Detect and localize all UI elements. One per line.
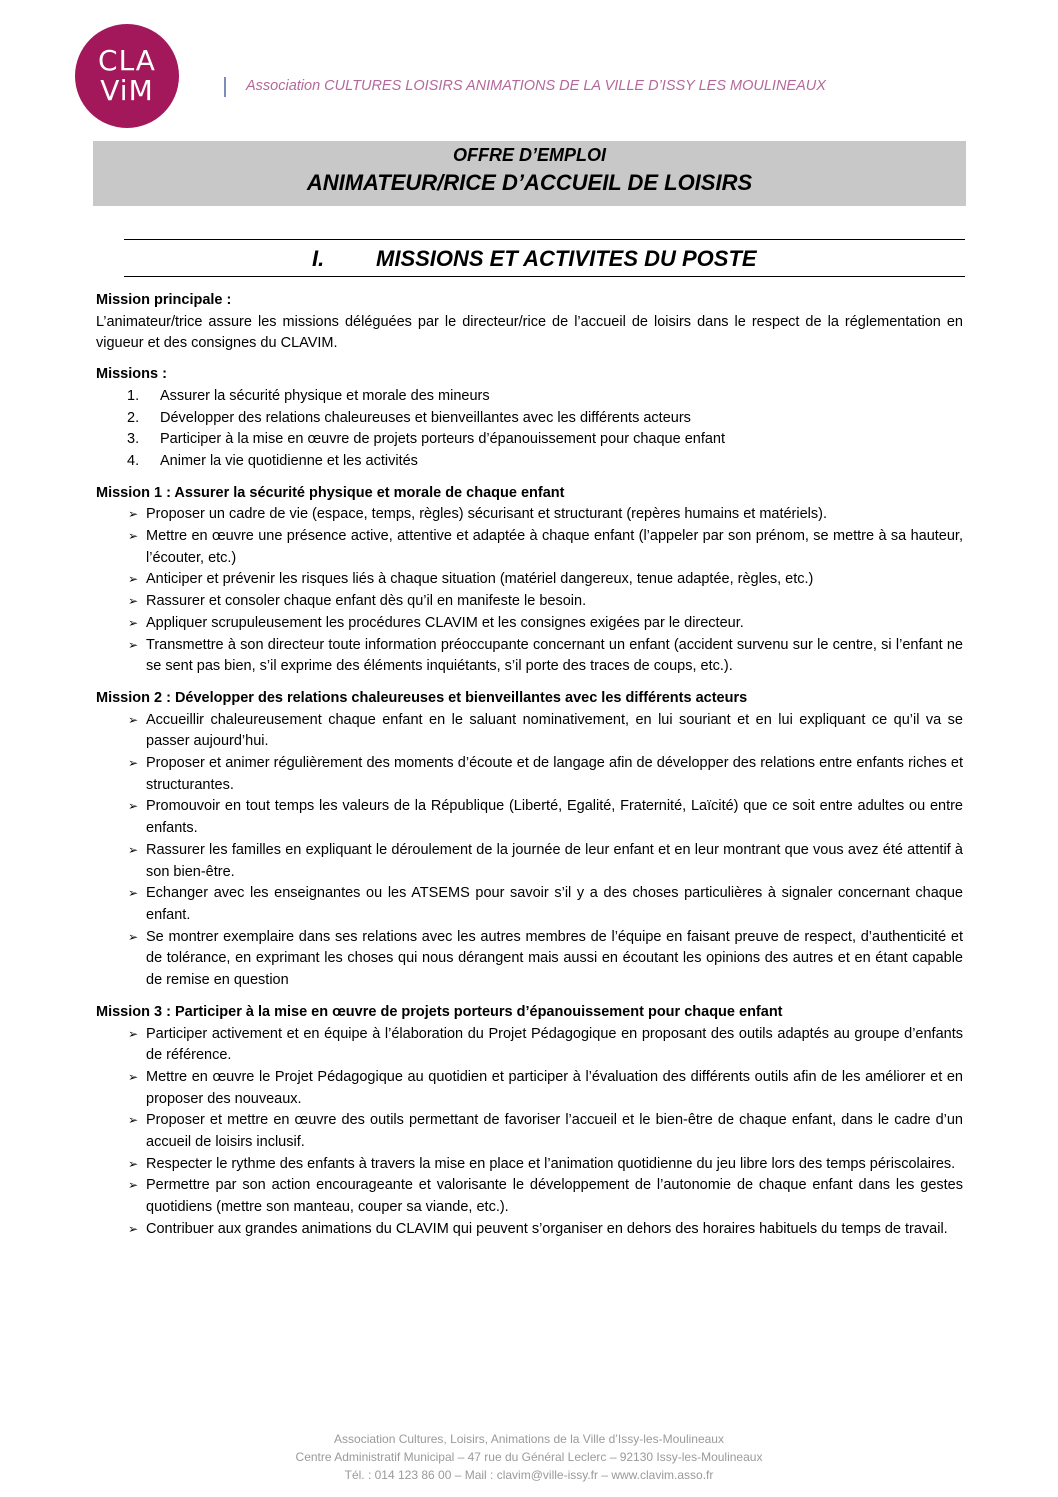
main-mission-block	[96, 290, 963, 355]
mission-list-item	[96, 451, 963, 473]
footer-association: Association Cultures, Loisirs, Animations de la Ville d’Issy-les-Moulineaux	[334, 1432, 724, 1446]
bullet-item	[96, 710, 963, 753]
bullet-text: Mettre en œuvre le Projet Pédagogique au quotidien et participer à l’évaluation des différents outils afin de les améliorer et en proposer des nouveaux.	[146, 1068, 963, 1107]
bullet-item	[96, 1110, 963, 1153]
arrow-bullet-icon: ➢	[128, 615, 139, 630]
list-text: Assurer la sécurité physique et morale des mineurs	[160, 387, 490, 404]
bullet-item	[96, 796, 963, 839]
association-name: Association CULTURES LOISIRS ANIMATIONS DE LA VILLE D’ISSY LES MOULINEAUX	[246, 78, 826, 94]
job-offer-title-box	[93, 141, 966, 206]
arrow-bullet-icon: ➢	[128, 842, 139, 857]
list-number: 2.	[127, 409, 140, 426]
arrow-bullet-icon: ➢	[128, 1069, 139, 1084]
logo-line-2: ViM	[100, 74, 154, 107]
bullet-item	[96, 883, 963, 926]
missions-label: Missions :	[96, 366, 167, 383]
arrow-bullet-icon: ➢	[128, 929, 139, 944]
list-text: Animer la vie quotidienne et les activités	[160, 452, 418, 469]
bullet-item	[96, 1219, 963, 1241]
bullet-text: Proposer et mettre en œuvre des outils permettant de favoriser l’accueil et le bien-être de chaque enfant, dans le cadre d’un accueil de loisirs inclusif.	[146, 1112, 963, 1151]
bullet-item	[96, 591, 963, 613]
bullet-item	[96, 569, 963, 591]
bullet-text: Permettre par son action encourageante et valorisante le développement de l’autonomie de chaque enfant dans les gestes quotidiens (mettre son manteau, couper sa viande, etc.).	[146, 1177, 963, 1216]
arrow-bullet-icon: ➢	[128, 756, 139, 771]
arrow-bullet-icon: ➢	[128, 886, 139, 901]
bullet-text: Anticiper et prévenir les risques liés à chaque situation (matériel dangereux, tenue adaptée, règles, etc.)	[146, 571, 814, 588]
arrow-bullet-icon: ➢	[128, 637, 139, 652]
list-number: 4.	[127, 452, 140, 469]
mission2-label: Mission 2 : Développer des relations chaleureuses et bienveillantes avec les différents acteurs	[96, 689, 748, 706]
list-number: 3.	[127, 431, 140, 448]
bullet-text: Promouvoir en tout temps les valeurs de la République (Liberté, Egalité, Fraternité, Laïcité) que ce soit entre adultes ou entre enfants.	[146, 798, 963, 837]
list-text: Participer à la mise en œuvre de projets porteurs d’épanouissement pour chaque enfant	[160, 431, 726, 448]
arrow-bullet-icon: ➢	[128, 594, 139, 609]
list-text: Développer des relations chaleureuses et bienveillantes avec les différents acteurs	[160, 409, 691, 426]
arrow-bullet-icon: ➢	[128, 1178, 139, 1193]
bullet-text: Transmettre à son directeur toute information préoccupante concernant un enfant (accident survenu sur le centre, si l’enfant ne se sent pas bien, s’il exprime des éléments inquiétants, s’il porte des traces de coups, etc.).	[146, 636, 963, 675]
bullet-item	[96, 753, 963, 796]
arrow-bullet-icon: ➢	[128, 529, 139, 544]
mission3-list	[96, 1024, 963, 1241]
section-heading	[124, 239, 965, 277]
bullet-text: Proposer un cadre de vie (espace, temps, règles) sécurisant et structurant (repères humains et matériels).	[146, 506, 827, 523]
bullet-item	[96, 635, 963, 678]
missions-list	[96, 386, 963, 473]
bullet-text: Mettre en œuvre une présence active, attentive et adaptée à chaque enfant (l’appeler par son prénom, se mettre à sa hauteur, l’écouter, etc.)	[146, 528, 963, 566]
bullet-item	[96, 613, 963, 635]
bullet-text: Se montrer exemplaire dans ses relations avec les autres membres de l’équipe en faisant preuve de respect, d’authenticité et de tolérance, en exprimant les choses qui nous dérangent mais aussi en écoutant les opinions des autres et en étant capable de remise en question	[146, 928, 963, 989]
arrow-bullet-icon: ➢	[128, 799, 139, 814]
bullet-item	[96, 526, 963, 569]
mission3-label: Mission 3 : Participer à la mise en œuvre de projets porteurs d’épanouissement pour chaque enfant	[96, 1003, 783, 1020]
mission-list-item	[96, 408, 963, 430]
bullet-item	[96, 1154, 963, 1176]
bullet-item	[96, 1175, 963, 1218]
mission-list-item	[96, 386, 963, 408]
mission-list-item	[96, 429, 963, 451]
main-mission-label: Mission principale :	[96, 292, 232, 308]
arrow-bullet-icon: ➢	[128, 1026, 139, 1041]
offer-label: OFFRE D’EMPLOI	[453, 145, 606, 165]
job-title: ANIMATEUR/RICE D’ACCUEIL DE LOISIRS	[306, 170, 753, 195]
bullet-item	[96, 927, 963, 992]
bullet-text: Echanger avec les enseignantes ou les ATSEMS pour savoir s’il y a des choses particulières à signaler concernant chaque enfant.	[146, 885, 963, 923]
mission1-label: Mission 1 : Assurer la sécurité physique et morale de chaque enfant	[96, 484, 565, 501]
bullet-item	[96, 1024, 963, 1067]
list-number: 1.	[127, 387, 140, 404]
main-mission-text: L’animateur/trice assure les missions déléguées par le directeur/rice de l’accueil de loisirs dans le respect de la réglementation en vigueur et des consignes du CLAVIM.	[96, 313, 963, 352]
footer-address: Centre Administratif Municipal – 47 rue du Général Leclerc – 92130 Issy-les-Moulineaux	[295, 1450, 763, 1464]
section-title: MISSIONS ET ACTIVITES DU POSTE	[376, 246, 757, 271]
bullet-text: Rassurer les familles en expliquant le déroulement de la journée de leur enfant et en leur montrant que vous avez été attentif à son bien-être.	[146, 841, 963, 880]
logo-line-1: CLA	[98, 44, 156, 77]
bullet-item	[96, 504, 963, 526]
arrow-bullet-icon: ➢	[128, 712, 139, 727]
page-footer	[0, 1430, 1058, 1484]
bullet-text: Participer activement et en équipe à l’élaboration du Projet Pédagogique en proposant des outils adaptés au groupe d’enfants de référence.	[146, 1025, 963, 1064]
clavim-logo	[75, 24, 179, 128]
header-divider	[224, 77, 226, 97]
mission1-list	[96, 504, 963, 678]
arrow-bullet-icon: ➢	[128, 507, 139, 522]
mission2-list	[96, 710, 963, 992]
footer-contact: Tél. : 014 123 86 00 – Mail : clavim@ville-issy.fr – www.clavim.asso.fr	[344, 1468, 714, 1482]
arrow-bullet-icon: ➢	[128, 1113, 139, 1128]
bullet-text: Rassurer et consoler chaque enfant dès qu’il en manifeste le besoin.	[146, 593, 587, 610]
document-body	[96, 290, 963, 1251]
section-number: I.	[312, 246, 325, 271]
bullet-text: Accueillir chaleureusement chaque enfant en le saluant nominativement, en lui souriant et en lui expliquant ce qu’il va se passer aujourd’hui.	[146, 711, 963, 750]
arrow-bullet-icon: ➢	[128, 1156, 139, 1171]
bullet-item	[96, 840, 963, 883]
arrow-bullet-icon: ➢	[128, 1221, 139, 1236]
arrow-bullet-icon: ➢	[128, 572, 139, 587]
bullet-item	[96, 1067, 963, 1110]
bullet-text: Proposer et animer régulièrement des moments d’écoute et de langage afin de développer des relations entre enfants riches et structurantes.	[146, 755, 963, 793]
bullet-text: Contribuer aux grandes animations du CLAVIM qui peuvent s’organiser en dehors des horaires habituels du temps de travail.	[146, 1220, 948, 1237]
bullet-text: Respecter le rythme des enfants à travers la mise en place et l’animation quotidienne du jeu libre lors des temps périscolaires.	[146, 1155, 956, 1172]
bullet-text: Appliquer scrupuleusement les procédures CLAVIM et les consignes exigées par le directeur.	[146, 614, 744, 631]
